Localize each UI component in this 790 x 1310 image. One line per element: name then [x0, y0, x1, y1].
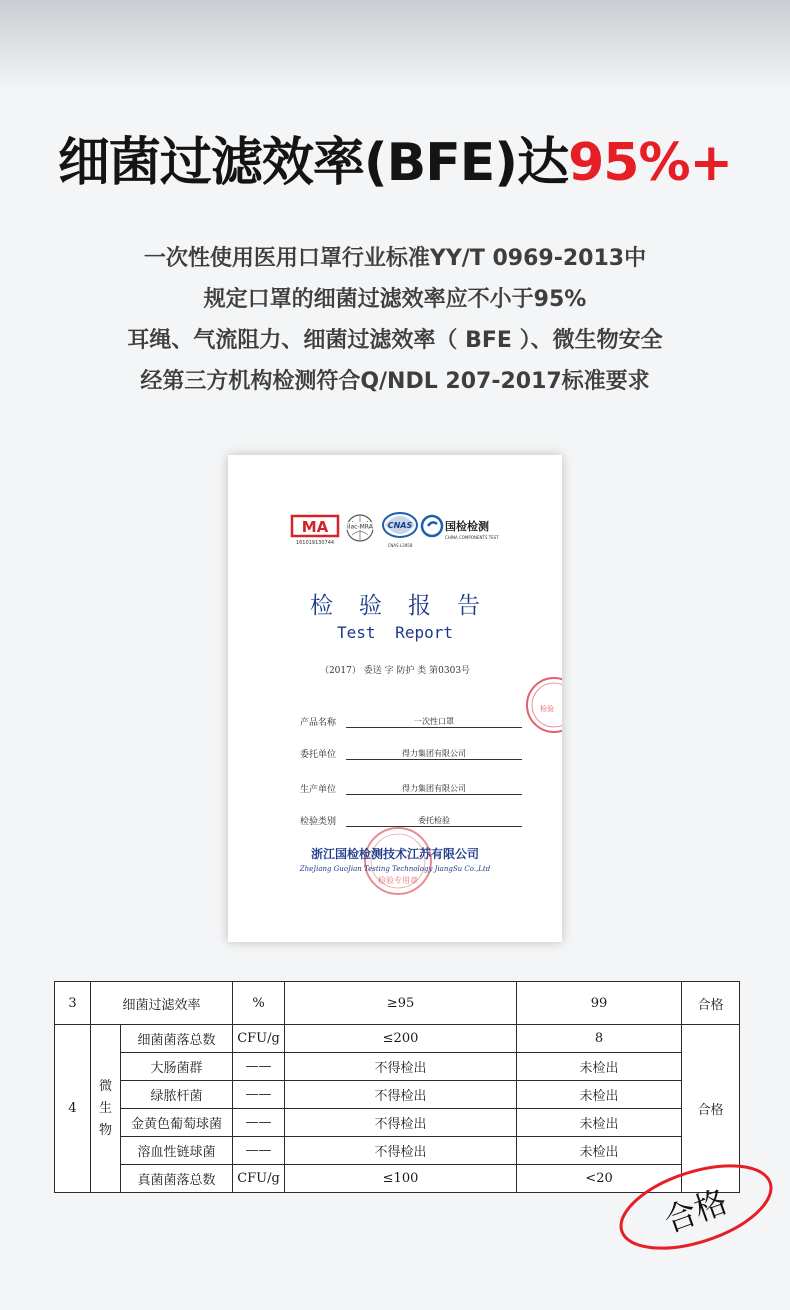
field-label: 委托单位 [300, 750, 337, 760]
group-label: 微 生 物 [91, 1025, 121, 1193]
test-item: 绿脓杆菌 [121, 1081, 233, 1109]
field-value: 委托检验 [418, 816, 450, 825]
svg-text:国检检测: 国检检测 [445, 520, 489, 533]
svg-text:合格: 合格 [659, 1182, 733, 1240]
result: <20 [517, 1165, 682, 1193]
svg-text:检验: 检验 [540, 705, 554, 713]
testing-organization-cn: 浙江国检检测技术江苏有限公司 [310, 847, 479, 861]
standard: ≤100 [285, 1165, 517, 1193]
unit: —— [233, 1053, 285, 1081]
test-item: 真菌菌落总数 [121, 1165, 233, 1193]
standard: ≤200 [285, 1025, 517, 1053]
pass-mark [612, 1160, 782, 1260]
verdict: 合格 [682, 982, 740, 1025]
test-item: 大肠菌群 [121, 1053, 233, 1081]
test-item: 溶血性链球菌 [121, 1137, 233, 1165]
field-value: 一次性口罩 [414, 717, 454, 726]
unit: —— [233, 1137, 285, 1165]
standard: 不得检出 [285, 1081, 517, 1109]
standard: 不得检出 [285, 1053, 517, 1081]
table-row [55, 1025, 740, 1053]
test-report-document [228, 455, 562, 942]
field-label: 产品名称 [300, 718, 337, 728]
verdict: 合格 [682, 1025, 740, 1193]
row-number: 4 [55, 1025, 91, 1193]
cma-logo-icon [292, 516, 338, 546]
table-row [55, 1081, 740, 1109]
unit: —— [233, 1109, 285, 1137]
svg-text:CNAS L3958: CNAS L3958 [387, 543, 413, 548]
ilac-mra-logo-icon [345, 515, 375, 541]
svg-text:161019130744: 161019130744 [295, 540, 335, 546]
unit: —— [233, 1081, 285, 1109]
svg-text:检验专用章: 检验专用章 [378, 876, 418, 885]
field-value: 得力集团有限公司 [402, 749, 466, 758]
report-number: （2017） 委送 字 防护 类 第0303号 [319, 666, 471, 676]
result: 未检出 [517, 1081, 682, 1109]
svg-text:ilac-MRA: ilac-MRA [347, 523, 373, 531]
description-line: 一次性使用医用口罩行业标准YY/T 0969-2013中 [143, 246, 647, 271]
description-line: 耳绳、气流阻力、细菌过滤效率（ BFE ）、微生物安全 [127, 328, 663, 353]
standard: 不得检出 [285, 1109, 517, 1137]
field-label: 检验类别 [300, 817, 337, 827]
svg-text:CNAS: CNAS [387, 521, 413, 530]
field-label: 生产单位 [300, 785, 337, 795]
description [0, 238, 790, 402]
description-line: 规定口罩的细菌过滤效率应不小于95% [203, 287, 587, 312]
guojian-logo-icon [422, 516, 499, 540]
description-line: 经第三方机构检测符合Q/NDL 207-2017标准要求 [140, 369, 650, 394]
table-row [55, 1053, 740, 1081]
headline-highlight: 95%+ [568, 133, 733, 193]
test-item: 金黄色葡萄球菌 [121, 1109, 233, 1137]
headline [0, 120, 790, 195]
result: 未检出 [517, 1109, 682, 1137]
result: 8 [517, 1025, 682, 1053]
table-row [55, 982, 740, 1025]
result: 未检出 [517, 1137, 682, 1165]
field-value: 得力集团有限公司 [402, 784, 466, 793]
headline-text: 细菌过滤效率(BFE)达 [57, 133, 569, 193]
field-manufacturer [300, 780, 530, 796]
svg-text:MA: MA [301, 518, 329, 536]
unit: CFU/g [233, 1025, 285, 1053]
standard: 不得检出 [285, 1137, 517, 1165]
standard: ≥95 [285, 982, 517, 1025]
result: 未检出 [517, 1053, 682, 1081]
report-title-en: Test Report [337, 623, 453, 642]
unit: % [233, 982, 285, 1025]
test-item: 细菌菌落总数 [121, 1025, 233, 1053]
field-product-name [300, 713, 530, 729]
report-title-cn: 检验报告 [310, 593, 506, 619]
svg-text:CHINA COMPONENTS TEST: CHINA COMPONENTS TEST [445, 535, 499, 540]
partial-stamp-icon [514, 675, 562, 735]
row-number: 3 [55, 982, 91, 1025]
result: 99 [517, 982, 682, 1025]
field-client [300, 745, 530, 761]
certification-logos [290, 510, 520, 552]
table-row [55, 1109, 740, 1137]
testing-organization-en: ZheJiang GuoJian Testing Technology JiangSu Co.,Ltd [299, 865, 491, 873]
cnas-logo-icon [383, 513, 417, 548]
unit: CFU/g [233, 1165, 285, 1193]
test-item: 细菌过滤效率 [91, 982, 233, 1025]
top-gradient [0, 0, 790, 90]
